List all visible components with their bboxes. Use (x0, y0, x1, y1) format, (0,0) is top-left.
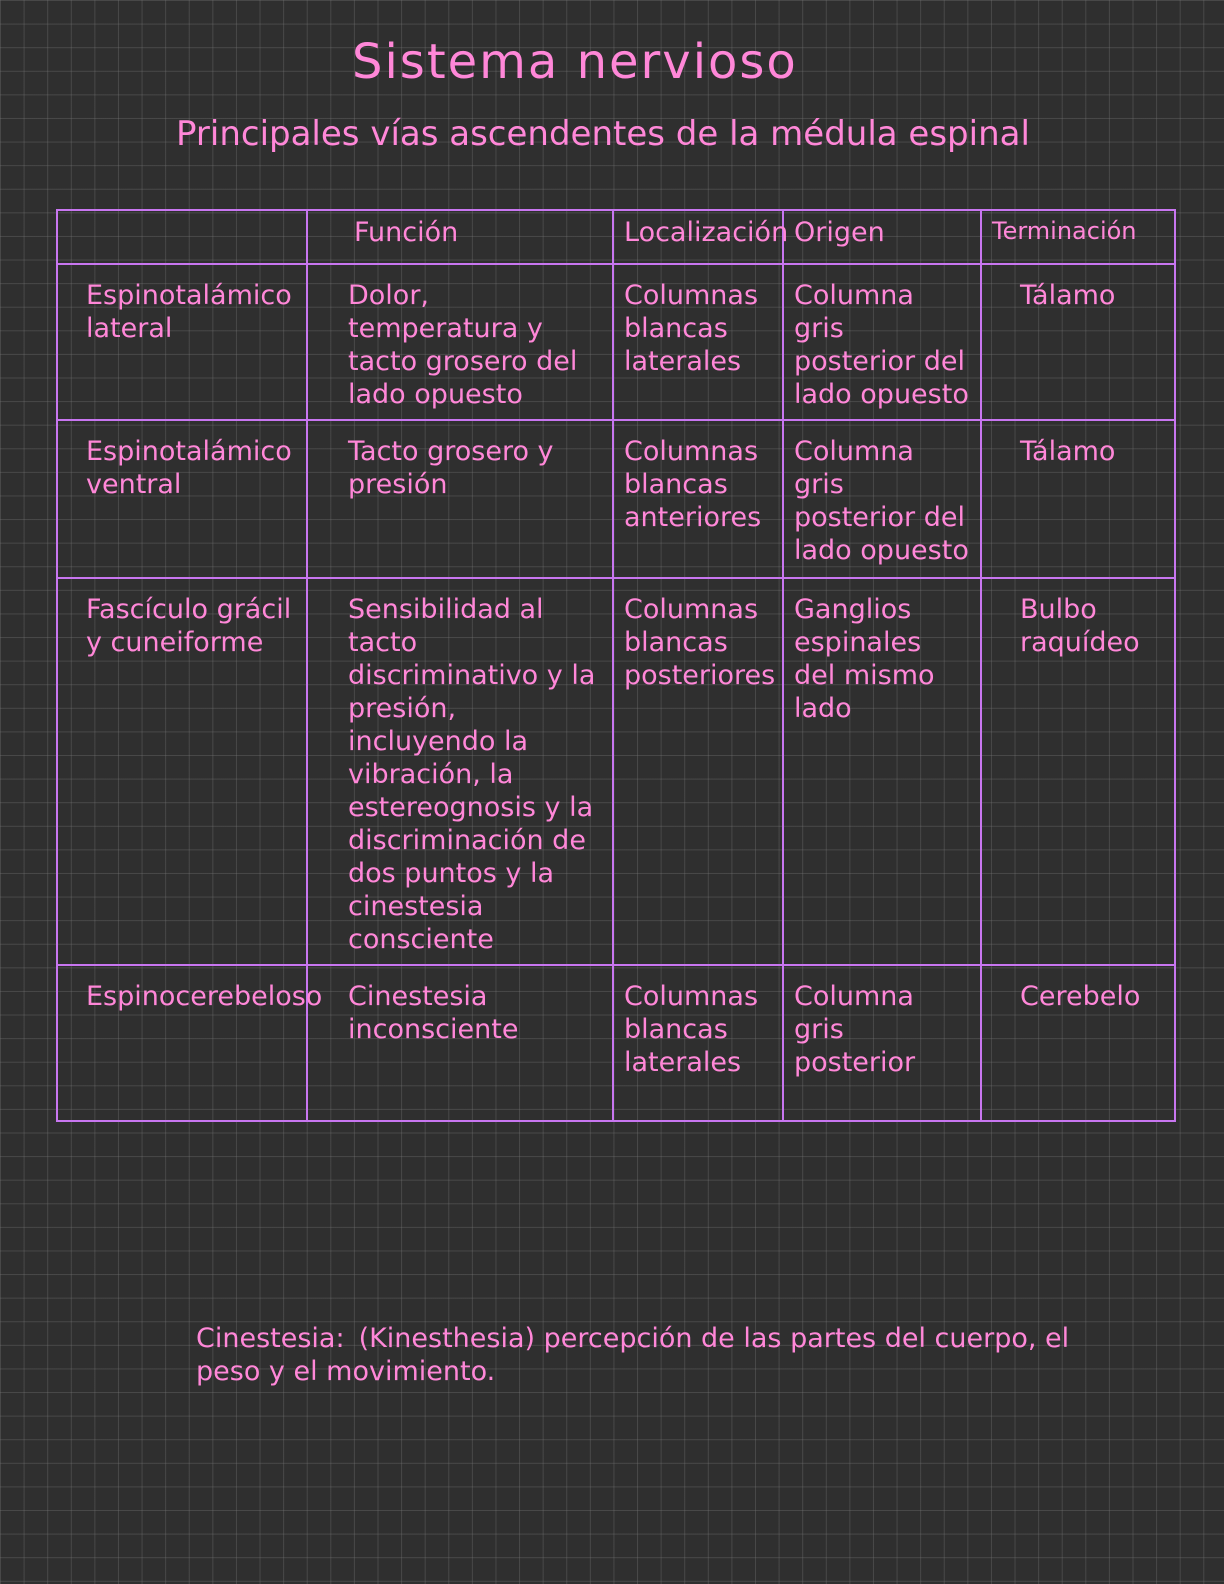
cell-terminacion: Tálamo (981, 420, 1175, 578)
footnote-term: Cinestesia: (196, 1323, 345, 1354)
table-row (57, 965, 1175, 1121)
footnote-definition: (Kinesthesia) percepción de las partes del cuerpo, el peso y el movimiento. (196, 1323, 1070, 1387)
table-row (57, 420, 1175, 578)
cell-via: Espinotalámico lateral (57, 264, 307, 420)
cell-origen: Columna gris posterior (783, 965, 981, 1121)
cell-funcion: Dolor, temperatura y tacto grosero del lado opuesto (307, 264, 613, 420)
header-origen: Origen (783, 210, 981, 264)
cell-terminacion: Tálamo (981, 264, 1175, 420)
cell-origen: Columna gris posterior del lado opuesto (783, 264, 981, 420)
cell-terminacion: Bulbo raquídeo (981, 578, 1175, 965)
page-title: Sistema nervioso (352, 34, 798, 90)
cell-funcion: Cinestesia inconsciente (307, 965, 613, 1121)
table-header-row (57, 210, 1175, 264)
header-empty (57, 210, 307, 264)
cell-localizacion: Columnas blancas laterales (613, 264, 783, 420)
cell-origen: Ganglios espinales del mismo lado (783, 578, 981, 965)
cell-localizacion: Columnas blancas anteriores (613, 420, 783, 578)
table-row (57, 578, 1175, 965)
footnote (196, 1322, 1096, 1388)
cell-localizacion: Columnas blancas posteriores (613, 578, 783, 965)
header-localizacion: Localización (613, 210, 783, 264)
cell-funcion: Sensibilidad al tacto discriminativo y la presión, incluyendo la vibración, la estereognosis y la discriminación de dos puntos y la cinestesia consciente (307, 578, 613, 965)
cell-via: Espinocerebeloso (57, 965, 307, 1121)
cell-origen: Columna gris posterior del lado opuesto (783, 420, 981, 578)
header-terminacion: Terminación (981, 210, 1175, 264)
cell-terminacion: Cerebelo (981, 965, 1175, 1121)
cell-via: Espinotalámico ventral (57, 420, 307, 578)
table-row (57, 264, 1175, 420)
cell-localizacion: Columnas blancas laterales (613, 965, 783, 1121)
cell-via: Fascículo grácil y cuneiforme (57, 578, 307, 965)
cell-funcion: Tacto grosero y presión (307, 420, 613, 578)
header-funcion: Función (307, 210, 613, 264)
page-subtitle: Principales vías ascendentes de la médula espinal (176, 114, 1030, 154)
ascending-pathways-table (56, 209, 1176, 1122)
